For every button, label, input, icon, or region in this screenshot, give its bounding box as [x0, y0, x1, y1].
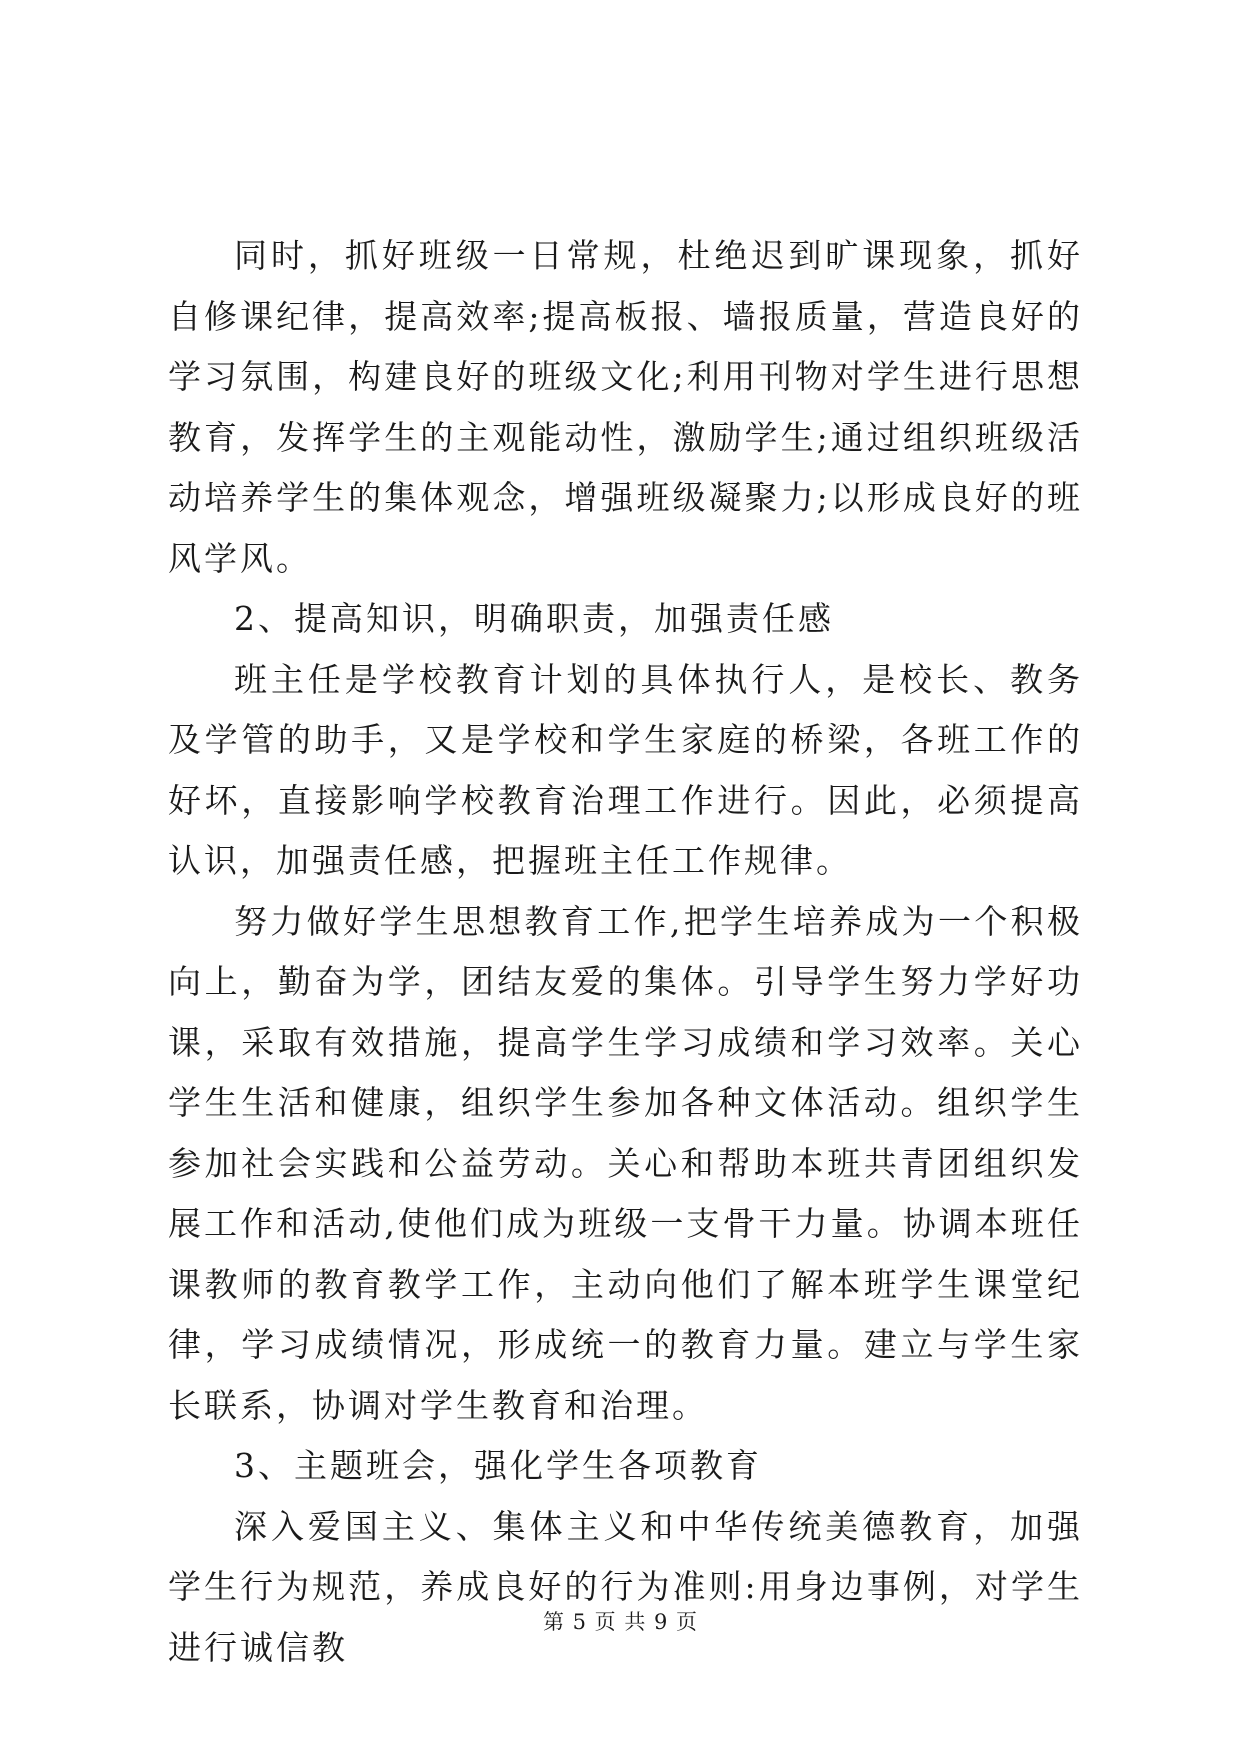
page-body: [168, 226, 1083, 1678]
paragraph-ideological-education: 努力做好学生思想教育工作,把学生培养成为一个积极向上，勤奋为学，团结友爱的集体。引导学生努力学好功课，采取有效措施，提高学生学习成绩和学习效率。关心学生生活和健康，组织学生参加各种文体活动。组织学生参加社会实践和公益劳动。关心和帮助本班共青团组织发展工作和活动,使他们成为班级一支骨干力量。协调本班任课教师的教育教学工作，主动向他们了解本班学生课堂纪律，学习成绩情况，形成统一的教育力量。建立与学生家长联系，协调对学生教育和治理。: [168, 901, 1083, 1425]
section-heading-3: 3、主题班会，强化学生各项教育: [234, 1446, 762, 1485]
paragraph-head-teacher-role: 班主任是学校教育计划的具体执行人，是校长、教务及学管的助手，又是学校和学生家庭的桥梁，各班工作的好坏，直接影响学校教育治理工作进行。因此，必须提高认识，加强责任感，把握班主任工作规律。: [168, 659, 1083, 880]
paragraph-patriotic-education: 深入爱国主义、集体主义和中华传统美德教育，加强学生行为规范，养成良好的行为准则:用身边事例，对学生进行诚信教: [168, 1506, 1083, 1667]
section-heading-2: 2、提高知识，明确职责，加强责任感: [234, 599, 834, 638]
paragraph-class-routine: 同时，抓好班级一日常规，杜绝迟到旷课现象，抓好自修课纪律，提高效率;提高板报、墙报质量，营造良好的学习氛围，构建良好的班级文化;利用刊物对学生进行思想教育，发挥学生的主观能动性，激励学生;通过组织班级活动培养学生的集体观念，增强班级凝聚力;以形成良好的班风学风。: [168, 236, 1083, 578]
page-footer: 第 5 页 共 9 页: [542, 1610, 699, 1634]
